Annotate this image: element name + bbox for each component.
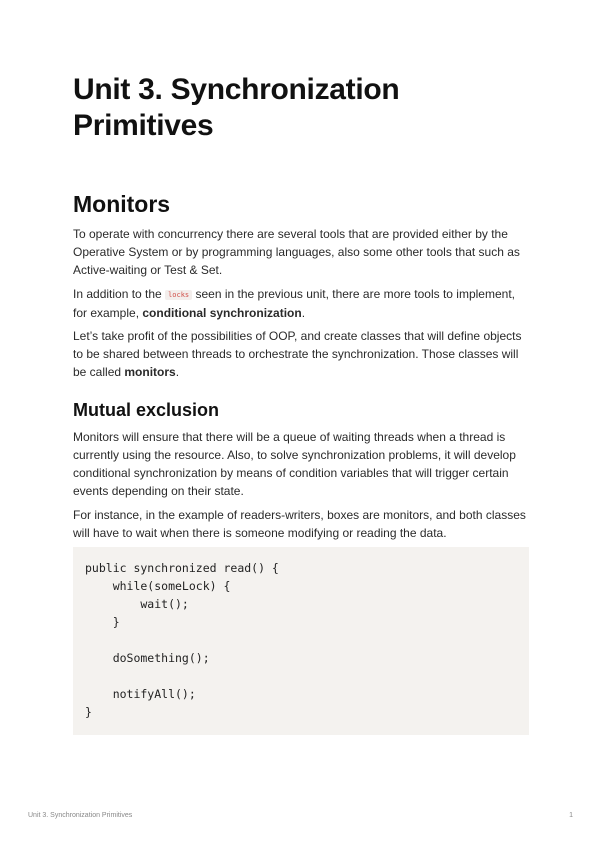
paragraph-intro: To operate with concurrency there are several tools that are provided either by the Operative System or by programming languages, also some other tools that such as Active-waiting or Test & Set.	[73, 227, 520, 277]
page-title-line1: Unit 3. Synchronization	[73, 73, 400, 106]
code-line	[85, 667, 517, 685]
subsection-heading-mutual-exclusion: Mutual exclusion	[73, 400, 220, 420]
code-line: doSomething();	[85, 651, 210, 665]
bold-conditional-synchronization: conditional synchronization	[142, 306, 302, 320]
page-title-line2: Primitives	[73, 109, 214, 142]
paragraph-locks-text-after: .	[301, 306, 306, 320]
footer-page-number: 1	[569, 812, 573, 819]
code-line: while(someLock) {	[85, 579, 231, 593]
code-line: notifyAll();	[85, 687, 196, 701]
code-line	[85, 631, 517, 649]
paragraph-readers-writers: For instance, in the example of readers-writers, boxes are monitors, and both classes will have to wait when there is someone modifying or reading the data.	[73, 508, 526, 540]
paragraph-locks-text-middle: seen in the previous unit, there are more tools to implement, for example,	[73, 287, 515, 320]
footer-title: Unit 3. Synchronization Primitives	[28, 812, 133, 819]
code-line: wait();	[85, 597, 189, 611]
page-title	[73, 72, 399, 144]
paragraph-oop-text-after: .	[175, 365, 180, 379]
paragraph-locks-text-before: In addition to the	[73, 287, 166, 301]
code-block	[73, 547, 529, 735]
code-line: }	[85, 615, 120, 629]
code-line: public synchronized read() {	[85, 561, 279, 575]
code-line: }	[85, 705, 92, 719]
section-heading-monitors: Monitors	[73, 191, 171, 217]
paragraph-mutual-exclusion: Monitors will ensure that there will be a queue of waiting threads when a thread is currently using the resource. Also, to solve synchronization problems, it will develop conditional synchronization by means of condition variables that will trigger certain events depending on their state.	[73, 430, 516, 498]
inline-code-locks: locks	[165, 290, 192, 300]
paragraph-locks	[73, 285, 529, 322]
bold-monitors: monitors	[124, 365, 176, 379]
paragraph-oop	[73, 327, 529, 381]
paragraph-oop-text-before: Let’s take profit of the possibilities of OOP, and create classes that will define objects to be shared between threads to orchestrate the synchronization. Those classes will be called	[73, 329, 522, 379]
